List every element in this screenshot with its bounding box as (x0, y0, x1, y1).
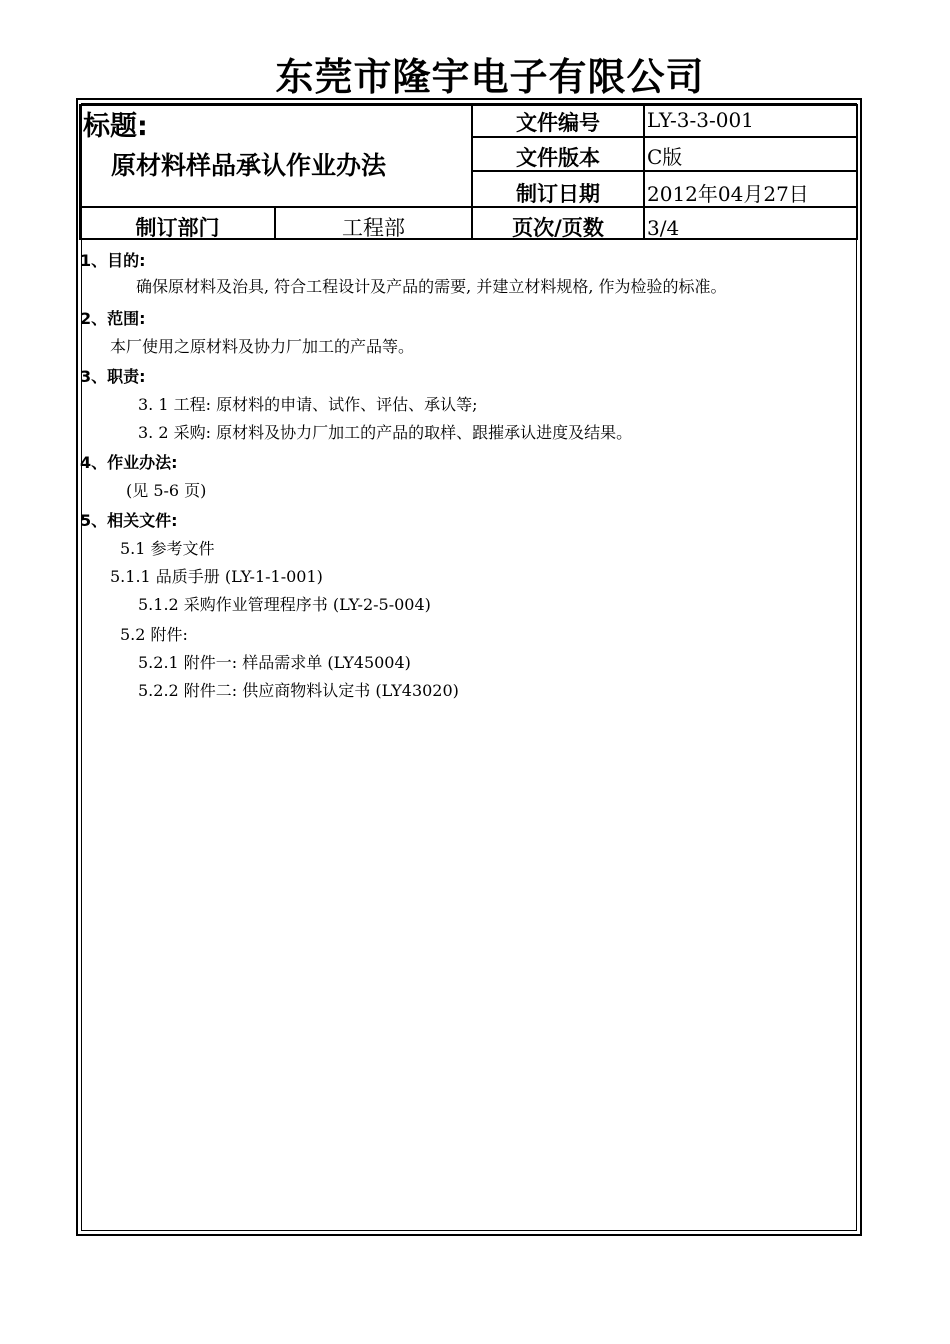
doc-no-text: LY-3-3-001 (647, 108, 754, 132)
section-3-heading: 3、职责: (80, 367, 146, 386)
version-text: C版 (647, 145, 683, 169)
section-5-1-1-text: 5.1.1 品质手册 (LY-1-1-001) (110, 567, 323, 586)
date-value (643, 170, 858, 208)
version-label-text: 文件版本 (516, 146, 600, 170)
dept-label (79, 206, 276, 240)
title-cell (79, 104, 473, 208)
section-5-heading: 5、相关文件: (80, 511, 178, 530)
section-5-1-2-text: 5.1.2 采购作业管理程序书 (LY-2-5-004) (138, 595, 431, 614)
date-text: 2012年04月27日 (647, 182, 809, 206)
section-2-heading: 2、范围: (80, 309, 146, 328)
doc-no-value (643, 104, 858, 138)
dept-label-text: 制订部门 (135, 216, 220, 240)
section-4-heading: 4、作业办法: (80, 453, 178, 472)
page-value (643, 206, 858, 240)
section-3-1-text: 3. 1 工程: 原材料的申请、试作、评估、承认等; (138, 395, 478, 414)
company-name: 东莞市隆宇电子有限公司 (275, 55, 705, 99)
page-label (471, 206, 645, 240)
date-label (471, 170, 645, 208)
version-value (643, 136, 858, 172)
section-1-text: 确保原材料及治具, 符合工程设计及产品的需要, 并建立材料规格, 作为检验的标准。 (136, 277, 727, 296)
section-5-2-2-text: 5.2.2 附件二: 供应商物料认定书 (LY43020) (138, 681, 459, 700)
doc-no-label (471, 104, 645, 138)
section-2-text: 本厂使用之原材料及协力厂加工的产品等。 (110, 337, 415, 356)
doc-no-label-text: 文件编号 (516, 111, 600, 135)
section-5-2-text: 5.2 附件: (120, 625, 188, 644)
section-4-text: (见 5-6 页) (126, 481, 207, 500)
title-label: 标题: (83, 111, 148, 142)
version-label (471, 136, 645, 172)
section-3-2-text: 3. 2 采购: 原材料及协力厂加工的产品的取样、跟摧承认进度及结果。 (138, 423, 633, 442)
dept-text: 工程部 (342, 216, 405, 240)
document-title: 原材料样品承认作业办法 (111, 151, 387, 180)
page-label-text: 页次/页数 (512, 216, 604, 240)
section-5-2-1-text: 5.2.1 附件一: 样品需求单 (LY45004) (138, 653, 411, 672)
date-label-text: 制订日期 (516, 182, 600, 206)
dept-value (274, 206, 473, 240)
section-1-heading: 1、目的: (80, 251, 146, 270)
section-5-1-text: 5.1 参考文件 (120, 539, 215, 558)
page-text: 3/4 (647, 216, 680, 240)
